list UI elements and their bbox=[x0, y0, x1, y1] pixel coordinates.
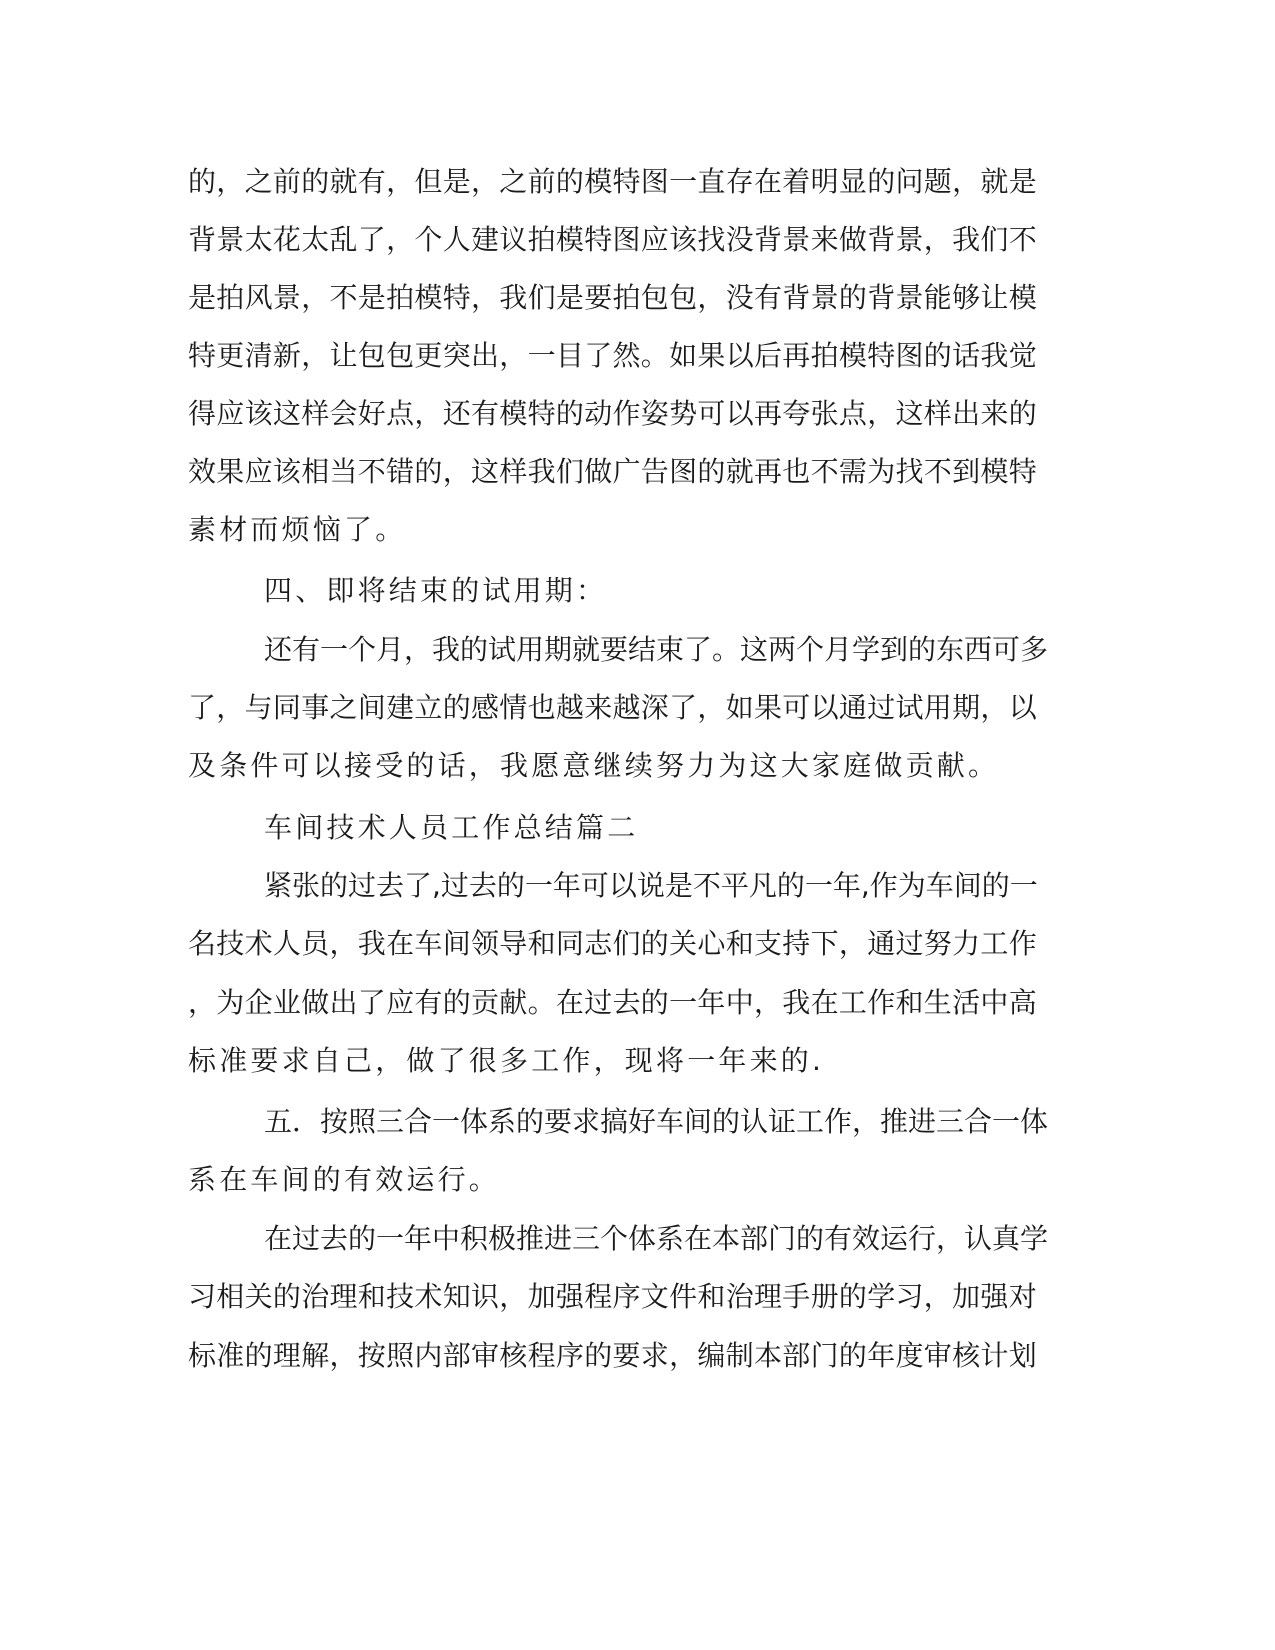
text-line: ，为企业做出了应有的贡献。在过去的一年中，我在工作和生活中高 bbox=[188, 986, 1038, 1019]
section-heading: 四、即将结束的试用期： bbox=[264, 574, 608, 607]
text-line: 紧张的过去了,过去的一年可以说是不平凡的一年,作为车间的一 bbox=[264, 869, 1038, 902]
text-line: 背景太花太乱了，个人建议拍模特图应该找没背景来做背景，我们不 bbox=[188, 223, 1038, 256]
text-line: 是拍风景，不是拍模特，我们是要拍包包，没有背景的背景能够让模 bbox=[188, 281, 1038, 314]
text-line: 系在车间的有效运行。 bbox=[188, 1163, 501, 1196]
text-line: 素材而烦恼了。 bbox=[188, 513, 407, 546]
text-line: 名技术人员，我在车间领导和同志们的关心和支持下，通过努力工作 bbox=[188, 927, 1038, 960]
text-line: 还有一个月，我的试用期就要结束了。这两个月学到的东西可多 bbox=[264, 633, 1049, 666]
text-line: 习相关的治理和技术知识，加强程序文件和治理手册的学习，加强对 bbox=[188, 1280, 1038, 1313]
text-line: 及条件可以接受的话，我愿意继续努力为这大家庭做贡献。 bbox=[188, 749, 1000, 782]
text-line: 标准要求自己，做了很多工作，现将一年来的. bbox=[188, 1044, 825, 1077]
text-line: 特更清新，让包包更突出，一目了然。如果以后再拍模特图的话我觉 bbox=[188, 339, 1038, 372]
text-line: 标准的理解，按照内部审核程序的要求，编制本部门的年度审核计划 bbox=[188, 1339, 1038, 1372]
text-line: 在过去的一年中积极推进三个体系在本部门的有效运行，认真学 bbox=[264, 1222, 1049, 1255]
text-line: 效果应该相当不错的，这样我们做广告图的就再也不需为找不到模特 bbox=[188, 455, 1038, 488]
text-line: 了，与同事之间建立的感情也越来越深了，如果可以通过试用期，以 bbox=[188, 691, 1038, 724]
section-title: 车间技术人员工作总结篇二 bbox=[264, 811, 639, 844]
text-line: 的，之前的就有，但是，之前的模特图一直存在着明显的问题，就是 bbox=[188, 165, 1038, 198]
section-heading: 五．按照三合一体系的要求搞好车间的认证工作，推进三合一体 bbox=[264, 1105, 1049, 1138]
text-line: 得应该这样会好点，还有模特的动作姿势可以再夸张点，这样出来的 bbox=[188, 397, 1038, 430]
